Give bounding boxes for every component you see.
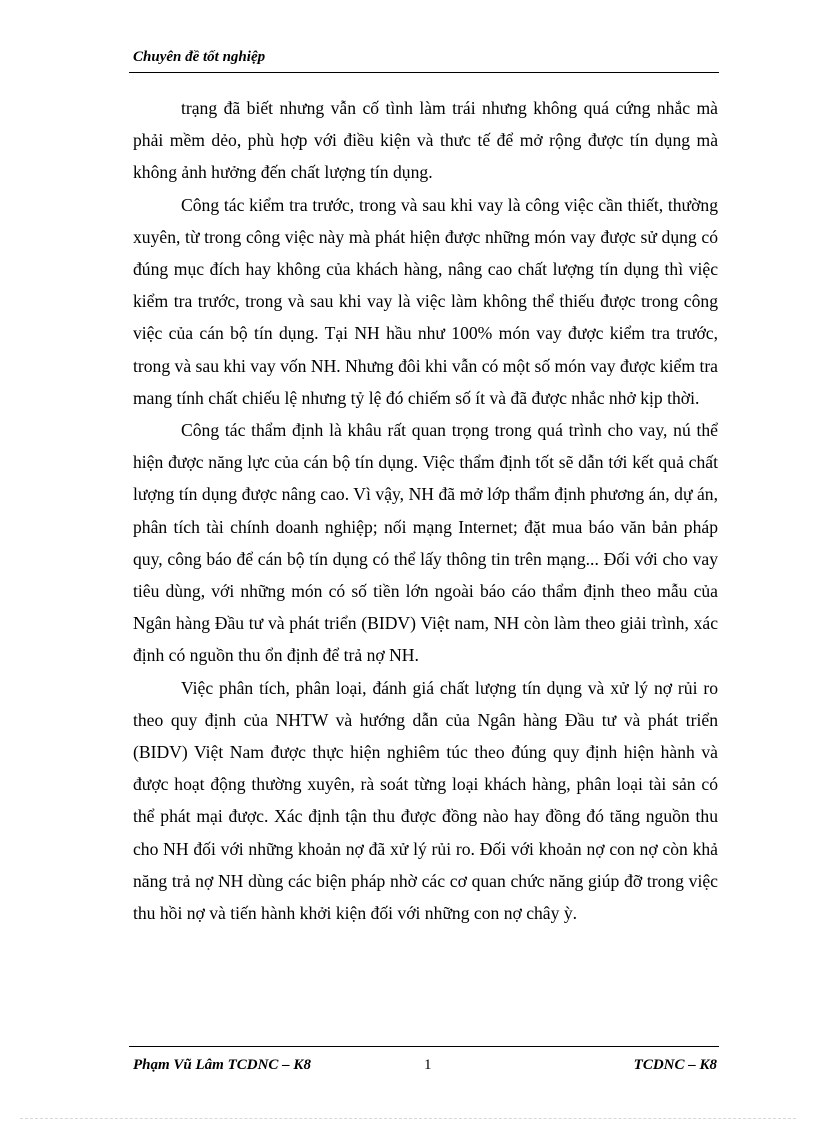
footer-author: Phạm Vũ Lâm TCDNC – K8 bbox=[133, 1057, 311, 1073]
footer-right-label: TCDNC – K8 bbox=[633, 1057, 717, 1073]
paragraph-4: Việc phân tích, phân loại, đánh giá chất lượng tín dụng và xử lý nợ rủi ro theo quy định của NHTW và hướng dẫn của Ngân hàng Đầu tư và phát triển (BIDV) Việt Nam được thực hiện nghiêm túc theo đúng quy định hiện hành và được hoạt động thường xuyên, rà soát từng loại khách hàng, phân loại tài sản có thể phát mại được. Xác định tận thu được đồng nào hay đồng đó tăng nguồn thu cho NH đối với những khoản nợ đã xử lý rủi ro. Đối với khoản nợ con nợ còn khả năng trả nợ NH dùng các biện pháp nhờ các cơ quan chức năng giúp đỡ trong việc thu hồi nợ và tiến hành khởi kiện đối với những con nợ chây ỳ. bbox=[133, 677, 718, 924]
paragraph-2: Công tác kiểm tra trước, trong và sau khi vay là công việc cần thiết, thường xuyên, từ trong công việc này mà phát hiện được những món vay được sử dụng có đúng mục đích hay không của khách hàng, nâng cao chất lượng tín dụng thì việc kiểm tra trước, trong và sau khi vay là việc làm không thể thiếu được trong công việc của cán bộ tín dụng. Tại NH hầu như 100% món vay được kiểm tra trước, trong và sau khi vay vốn NH. Nhưng đôi khi vẫn có một số món vay được kiểm tra mang tính chất chiếu lệ nhưng tỷ lệ đó chiếm số ít và đã được nhắc nhở kịp thời. bbox=[133, 194, 718, 408]
document-body bbox=[133, 92, 718, 929]
page-number: 1 bbox=[424, 1057, 432, 1073]
running-header: Chuyên đề tốt nghiệp bbox=[133, 49, 266, 65]
page-bottom-edge bbox=[20, 1118, 796, 1119]
footer-rule bbox=[129, 1046, 719, 1047]
paragraph-3: Công tác thẩm định là khâu rất quan trọng trong quá trình cho vay, nú thể hiện được năng lực của cán bộ tín dụng. Việc thẩm định tốt sẽ dẫn tới kết quả chất lượng tín dụng được nâng cao. Vì vậy, NH đã mở lớp thẩm định phương án, dự án, phân tích tài chính doanh nghiệp; nối mạng Internet; đặt mua báo văn bản pháp quy, công báo để cán bộ tín dụng có thể lấy thông tin trên mạng... Đối với cho vay tiêu dùng, với những món có số tiền lớn ngoài báo cáo thẩm định theo mẫu của Ngân hàng Đầu tư và phát triển (BIDV) Việt nam, NH còn làm theo giải trình, xác định có nguồn thu ổn định để trả nợ NH. bbox=[133, 420, 718, 666]
paragraph-1: trạng đã biết nhưng vẫn cố tình làm trái nhưng không quá cứng nhắc mà phải mềm dẻo, phù hợp với điều kiện và thưc tế để mở rộng được tín dụng mà không ảnh hưởng đến chất lượng tín dụng. bbox=[133, 98, 718, 183]
header-rule bbox=[129, 72, 719, 73]
